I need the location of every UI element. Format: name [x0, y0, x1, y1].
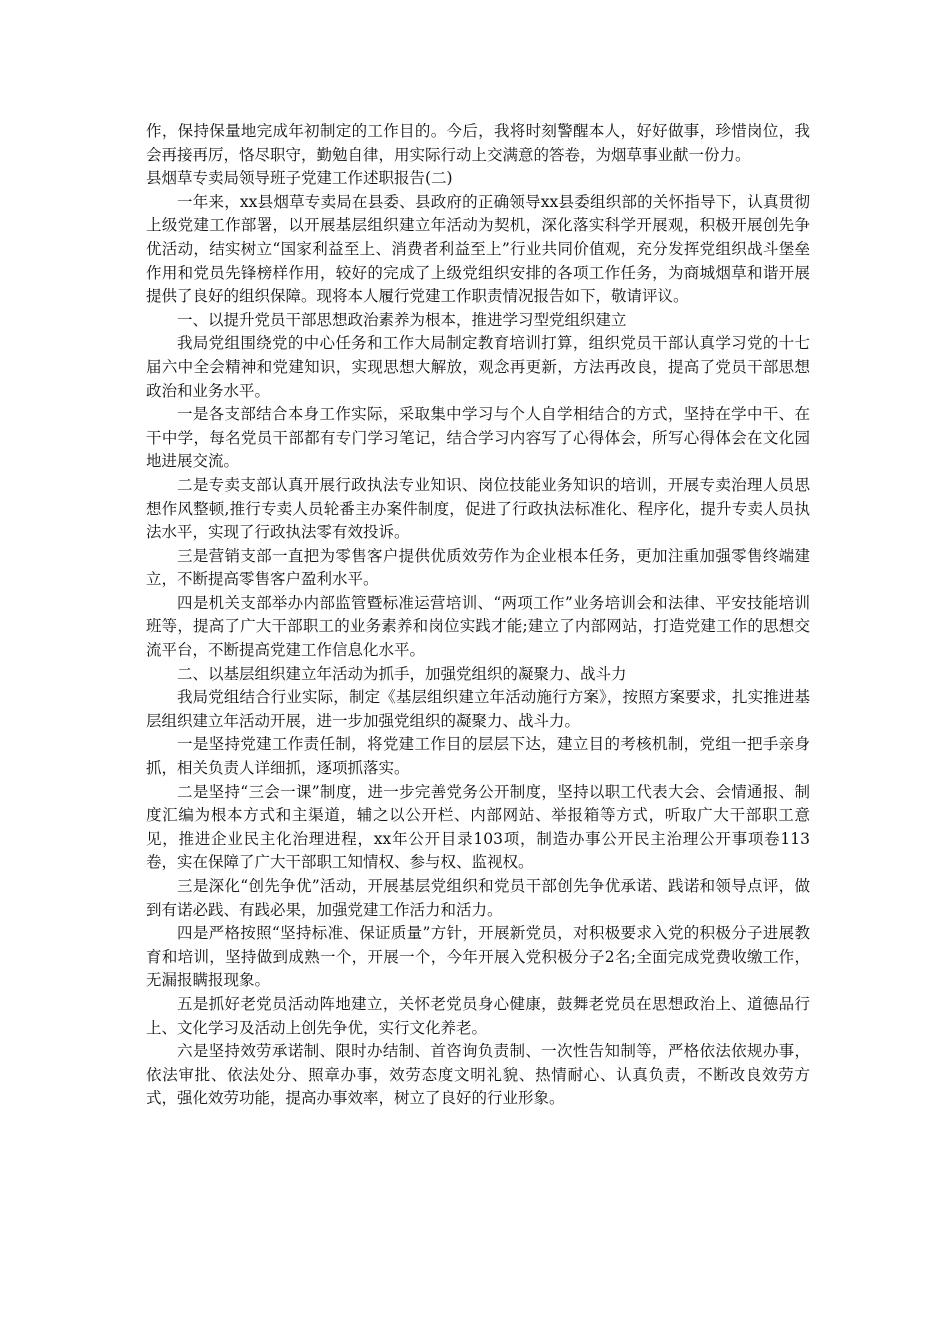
paragraph: 我局党组结合行业实际，制定《基层组织建立年活动施行方案》，按照方案要求，扎实推进基层组织建立年活动开展，进一步加强党组织的凝聚力、战斗力。 [146, 688, 810, 730]
section-heading-2: 二、以基层组织建立年活动为抓手，加强党组织的凝聚力、战斗力 [177, 664, 627, 683]
paragraph: 四是严格按照“坚持标准、保证质量”方针，开展新党员，对积极要求入党的积极分子进展教育和培训，坚持做到成熟一个，开展一个，今年开展入党积极分子2名;全面完成党费收缴工作，无漏报瞒报现象。 [146, 924, 810, 990]
paragraph-continuation: 作，保持保量地完成年初制定的工作目的。今后，我将时刻警醒本人，好好做事，珍惜岗位，我会再接再厉，恪尽职守，勤勉自律，用实际行动上交满意的答卷，为烟草事业献一份力。 [146, 122, 810, 164]
paragraph: 三是营销支部一直把为零售客户提供优质效劳作为企业根本任务，更加注重加强零售终端建立，不断提高零售客户盈利水平。 [146, 546, 810, 589]
paragraph: 三是深化“创先争优”活动，开展基层党组织和党员干部创先争优承诺、践诺和领导点评，做到有诺必践、有践必果，加强党建工作活力和活力。 [146, 877, 810, 919]
report-title: 县烟草专卖局领导班子党建工作述职报告(二) [146, 169, 453, 188]
paragraph: 一是各支部结合本身工作实际，采取集中学习与个人自学相结合的方式，坚持在学中干、在干中学，每名党员干部都有专门学习笔记，结合学习内容写了心得体会，所写心得体会在文化园地进展交流。 [146, 405, 810, 471]
paragraph-intro: 一年来，xx县烟草专卖局在县委、县政府的正确领导xx县委组织部的关怀指导下，认真贯彻上级党建工作部署，以开展基层组织建立年活动为契机，深化落实科学开展观，积极开展创先争优活动，结实树立“国家利益至上、消费者利益至上”行业共同价值观，充分发挥党组织战斗堡垒作用和党员先锋榜样作用，较好的完成了上级党组织安排的各项工作任务，为商城烟草和谐开展提供了良好的组织保障。现将本人履行党建工作职责情况报告如下，敬请评议。 [146, 192, 810, 306]
document-body [146, 120, 810, 1111]
paragraph: 一是坚持党建工作责任制，将党建工作目的层层下达，建立目的考核机制，党组一把手亲身抓，相关负责人详细抓，逐项抓落实。 [146, 735, 810, 778]
section-heading-1: 一、以提升党员干部思想政治素养为根本，推进学习型党组织建立 [177, 310, 627, 329]
paragraph: 四是机关支部举办内部监管暨标准运营培训、“两项工作”业务培训会和法律、平安技能培训班等，提高了广大干部职工的业务素养和岗位实践才能;建立了内部网站，打造党建工作的思想交流平台，不断提高党建工作信息化水平。 [146, 593, 810, 660]
paragraph: 五是抓好老党员活动阵地建立，关怀老党员身心健康，鼓舞老党员在思想政治上、道德品行上、文化学习及活动上创先争优，实行文化养老。 [146, 994, 810, 1037]
paragraph: 六是坚持效劳承诺制、限时办结制、首咨询负责制、一次性告知制等，严格依法依规办事，依法审批、依法处分、照章办事，效劳态度文明礼貌、热情耐心、认真负责，不断改良效劳方式，强化效劳功能，提高办事效率，树立了良好的行业形象。 [146, 1042, 810, 1108]
paragraph: 我局党组围绕党的中心任务和工作大局制定教育培训打算，组织党员干部认真学习党的十七届六中全会精神和党建知识，实现思想大解放，观念再更新，方法再改良，提高了党员干部思想政治和业务水平。 [146, 334, 810, 400]
paragraph: 二是专卖支部认真开展行政执法专业知识、岗位技能业务知识的培训，开展专卖治理人员思想作风整顿,推行专卖人员轮番主办案件制度，促进了行政执法标准化、程序化，提升专卖人员执法水平，实现了行政执法零有效投诉。 [146, 475, 810, 542]
paragraph: 二是坚持“三会一课”制度，进一步完善党务公开制度，坚持以职工代表大会、会情通报、制度汇编为根本方式和主渠道，辅之以公开栏、内部网站、举报箱等方式，听取广大干部职工意见，推进企业民主化治理进程，xx年公开目录103项，制造办事公开民主治理公开事项卷113卷，实在保障了广大干部职工知情权、参与权、监视权。 [146, 782, 810, 872]
